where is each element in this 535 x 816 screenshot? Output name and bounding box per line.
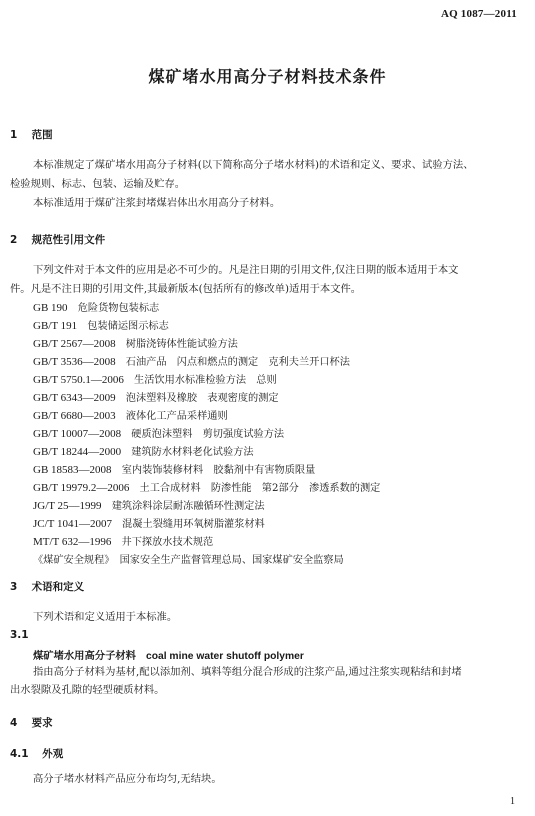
reference-code: GB/T 2567—2008 <box>33 338 116 350</box>
reference-item <box>33 536 213 549</box>
reference-item <box>33 464 315 477</box>
reference-title: 危险货物包装标志 <box>77 303 160 314</box>
reference-title: 泡沫塑料及橡胶 表观密度的测定 <box>125 393 279 404</box>
scope-paragraph-2: 本标准适用于煤矿注浆封堵煤岩体出水用高分子材料。 <box>33 197 281 209</box>
term-title-english: coal mine water shutoff polymer <box>145 651 304 662</box>
reference-item <box>33 500 265 513</box>
terms-intro: 下列术语和定义适用于本标准。 <box>33 611 178 623</box>
reference-item <box>33 410 228 423</box>
reference-code: 《煤矿安全规程》 <box>33 555 110 566</box>
reference-code: GB 18583—2008 <box>33 464 112 476</box>
reference-item <box>33 338 238 351</box>
section-title: 范围 <box>31 129 53 141</box>
reference-title: 井下探放水技术规范 <box>121 537 214 548</box>
section-number: 1 <box>10 129 18 141</box>
clause-number: 4.1 <box>10 748 29 760</box>
reference-code: GB/T 10007—2008 <box>33 428 122 440</box>
reference-item <box>33 482 380 495</box>
reference-code: GB 190 <box>33 302 68 314</box>
section-4-heading <box>10 715 53 730</box>
term-title <box>33 647 304 662</box>
reference-item <box>33 356 350 369</box>
reference-title: 石油产品 闪点和燃点的测定 克利夫兰开口杯法 <box>125 357 350 368</box>
reference-title: 混凝土裂缝用环氧树脂灌浆材料 <box>122 519 265 530</box>
reference-code: JG/T 25—1999 <box>33 500 102 512</box>
reference-item <box>33 374 277 387</box>
reference-code: JC/T 1041—2007 <box>33 518 112 530</box>
section-title: 规范性引用文件 <box>31 234 106 246</box>
reference-title: 建筑涂料涂层耐冻融循环性测定法 <box>111 501 265 512</box>
reference-code: GB/T 6680—2003 <box>33 410 116 422</box>
reference-item <box>33 518 265 531</box>
normative-intro-line-2: 件。凡是不注日期的引用文件,其最新版本(包括所有的修改单)适用于本文件。 <box>10 283 362 295</box>
reference-title: 土工合成材料 防渗性能 第2部分 渗透系数的测定 <box>139 483 381 494</box>
reference-item <box>33 320 169 333</box>
section-title: 要求 <box>31 717 53 729</box>
section-title: 术语和定义 <box>31 581 85 593</box>
reference-code: GB/T 18244—2000 <box>33 446 122 458</box>
section-number: 3 <box>10 581 18 593</box>
reference-title: 树脂浇铸体性能试验方法 <box>125 339 238 350</box>
reference-code: GB/T 6343—2009 <box>33 392 116 404</box>
reference-title: 国家安全生产监督管理总局、国家煤矿安全监察局 <box>119 555 344 566</box>
section-1-heading <box>10 127 53 142</box>
page-number: 1 <box>510 796 515 807</box>
reference-title: 室内装饰装修材料 胶黏剂中有害物质限量 <box>121 465 316 476</box>
clause-4-1-heading <box>10 746 63 761</box>
normative-intro-line-1: 下列文件对于本文件的应用是必不可少的。凡是注日期的引用文件,仅注日期的版本适用于本文 <box>33 264 459 276</box>
reference-item <box>33 302 159 315</box>
reference-title: 硬质泡沫塑料 剪切强度试验方法 <box>131 429 285 440</box>
reference-code: GB/T 5750.1—2006 <box>33 374 124 386</box>
reference-item <box>33 392 279 405</box>
reference-title: 生活饮用水标准检验方法 总则 <box>134 375 277 386</box>
term-definition-line-2: 出水裂隙及孔隙的轻型硬质材料。 <box>10 684 165 696</box>
reference-item <box>33 428 284 441</box>
reference-item <box>33 554 344 567</box>
term-definition-line-1: 指由高分子材料为基材,配以添加剂、填料等组分混合形成的注浆产品,通过注浆实现粘结和封堵 <box>33 666 462 678</box>
reference-title: 建筑防水材料老化试验方法 <box>131 447 254 458</box>
term-title-chinese: 煤矿堵水用高分子材料 <box>33 650 136 662</box>
reference-code: GB/T 3536—2008 <box>33 356 116 368</box>
reference-code: MT/T 632—1996 <box>33 536 112 548</box>
section-number: 4 <box>10 717 18 729</box>
clause-title: 外观 <box>42 748 64 760</box>
section-number: 2 <box>10 234 18 246</box>
reference-code: GB/T 191 <box>33 320 78 332</box>
clause-3-1-number: 3.1 <box>10 629 29 641</box>
reference-title: 包装储运图示标志 <box>87 321 169 332</box>
reference-title: 液体化工产品采样通则 <box>125 411 228 422</box>
standard-code: AQ 1087—2011 <box>440 8 517 20</box>
document-title: 煤矿堵水用高分子材料技术条件 <box>148 67 387 86</box>
scope-paragraph-line-1: 本标准规定了煤矿堵水用高分子材料(以下简称高分子堵水材料)的术语和定义、要求、试验方法、 <box>33 159 474 171</box>
appearance-requirement: 高分子堵水材料产品应分布均匀,无结块。 <box>33 773 222 785</box>
section-3-heading <box>10 579 84 594</box>
scope-paragraph-line-2: 检验规则、标志、包装、运输及贮存。 <box>10 178 186 190</box>
section-2-heading <box>10 232 105 247</box>
reference-item <box>33 446 254 459</box>
reference-code: GB/T 19979.2—2006 <box>33 482 130 494</box>
